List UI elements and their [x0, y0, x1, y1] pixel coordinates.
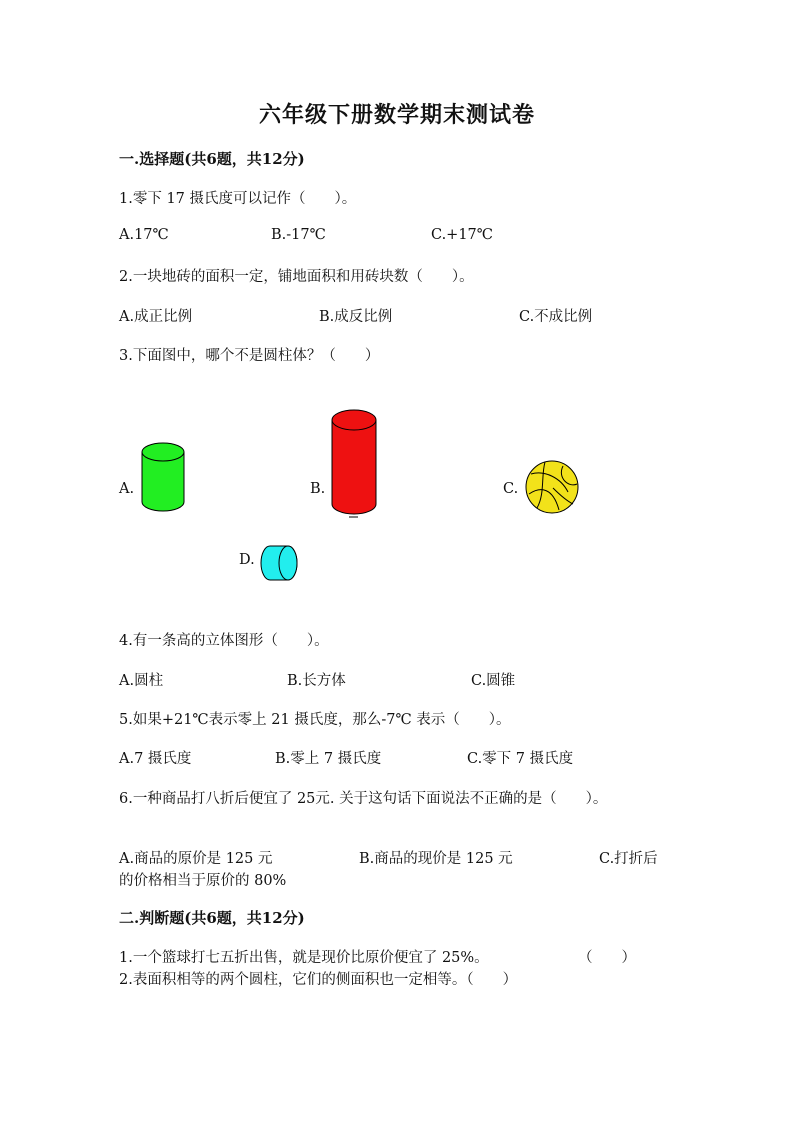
question-1-option-b: B.-17℃	[271, 227, 326, 243]
green-cylinder-figure	[140, 438, 186, 516]
question-6-option-c: C.打折后	[599, 851, 658, 867]
question-1-text: 1.零下 17 摄氏度可以记作（ ）。	[119, 191, 357, 207]
figure-label-c: C.	[503, 481, 519, 497]
question-4-option-c: C.圆锥	[471, 673, 516, 689]
question-1-option-c: C.+17℃	[431, 227, 494, 243]
question-6-option-b: B.商品的现价是 125 元	[359, 851, 513, 867]
question-3-text: 3.下面图中，哪个不是圆柱体？（ ）	[119, 348, 380, 364]
judge-question-1-text: 1.一个篮球打七五折出售，就是现价比原价便宜了 25%。	[119, 950, 489, 966]
question-5-option-a: A.7 摄氏度	[119, 751, 192, 767]
figure-label-b: B.	[310, 481, 326, 497]
judge-question-2-text: 2.表面积相等的两个圆柱，它们的侧面积也一定相等。（ ）	[119, 972, 518, 988]
cyan-cylinder-figure	[260, 545, 302, 583]
question-5-option-b: B.零上 7 摄氏度	[275, 751, 382, 767]
question-6-text: 6.一种商品打八折后便宜了 25元. 关于这句话下面说法不正确的是（ ）。	[119, 791, 608, 807]
question-6-option-a: A.商品的原价是 125 元	[119, 851, 273, 867]
section-heading-choice: 一.选择题(共6题，共12分)	[119, 150, 305, 168]
question-2-option-b: B.成反比例	[319, 309, 393, 325]
judge-question-1-blank: （ ）	[578, 950, 636, 966]
page-title: 六年级下册数学期末测试卷	[258, 102, 535, 128]
question-1-option-a: A.17℃	[119, 227, 169, 243]
figure-label-a: A.	[119, 481, 135, 497]
question-5-text: 5.如果+21℃表示零上 21 摄氏度，那么-7℃ 表示（ ）。	[119, 712, 511, 728]
ball-figure	[523, 458, 581, 516]
figure-label-d: D.	[239, 552, 255, 568]
question-2-option-c: C.不成比例	[519, 309, 593, 325]
question-2-option-a: A.成正比例	[119, 309, 193, 325]
question-2-text: 2.一块地砖的面积一定，铺地面积和用砖块数（ ）。	[119, 269, 474, 285]
question-5-option-c: C.零下 7 摄氏度	[467, 751, 574, 767]
red-cylinder-figure	[330, 404, 378, 520]
question-4-option-b: B.长方体	[287, 673, 346, 689]
question-4-text: 4.有一条高的立体图形（ ）。	[119, 633, 329, 649]
question-6-option-c-continuation: 的价格相当于原价的 80%	[119, 873, 287, 889]
question-4-option-a: A.圆柱	[119, 673, 164, 689]
section-heading-judge: 二.判断题(共6题，共12分)	[119, 909, 305, 927]
